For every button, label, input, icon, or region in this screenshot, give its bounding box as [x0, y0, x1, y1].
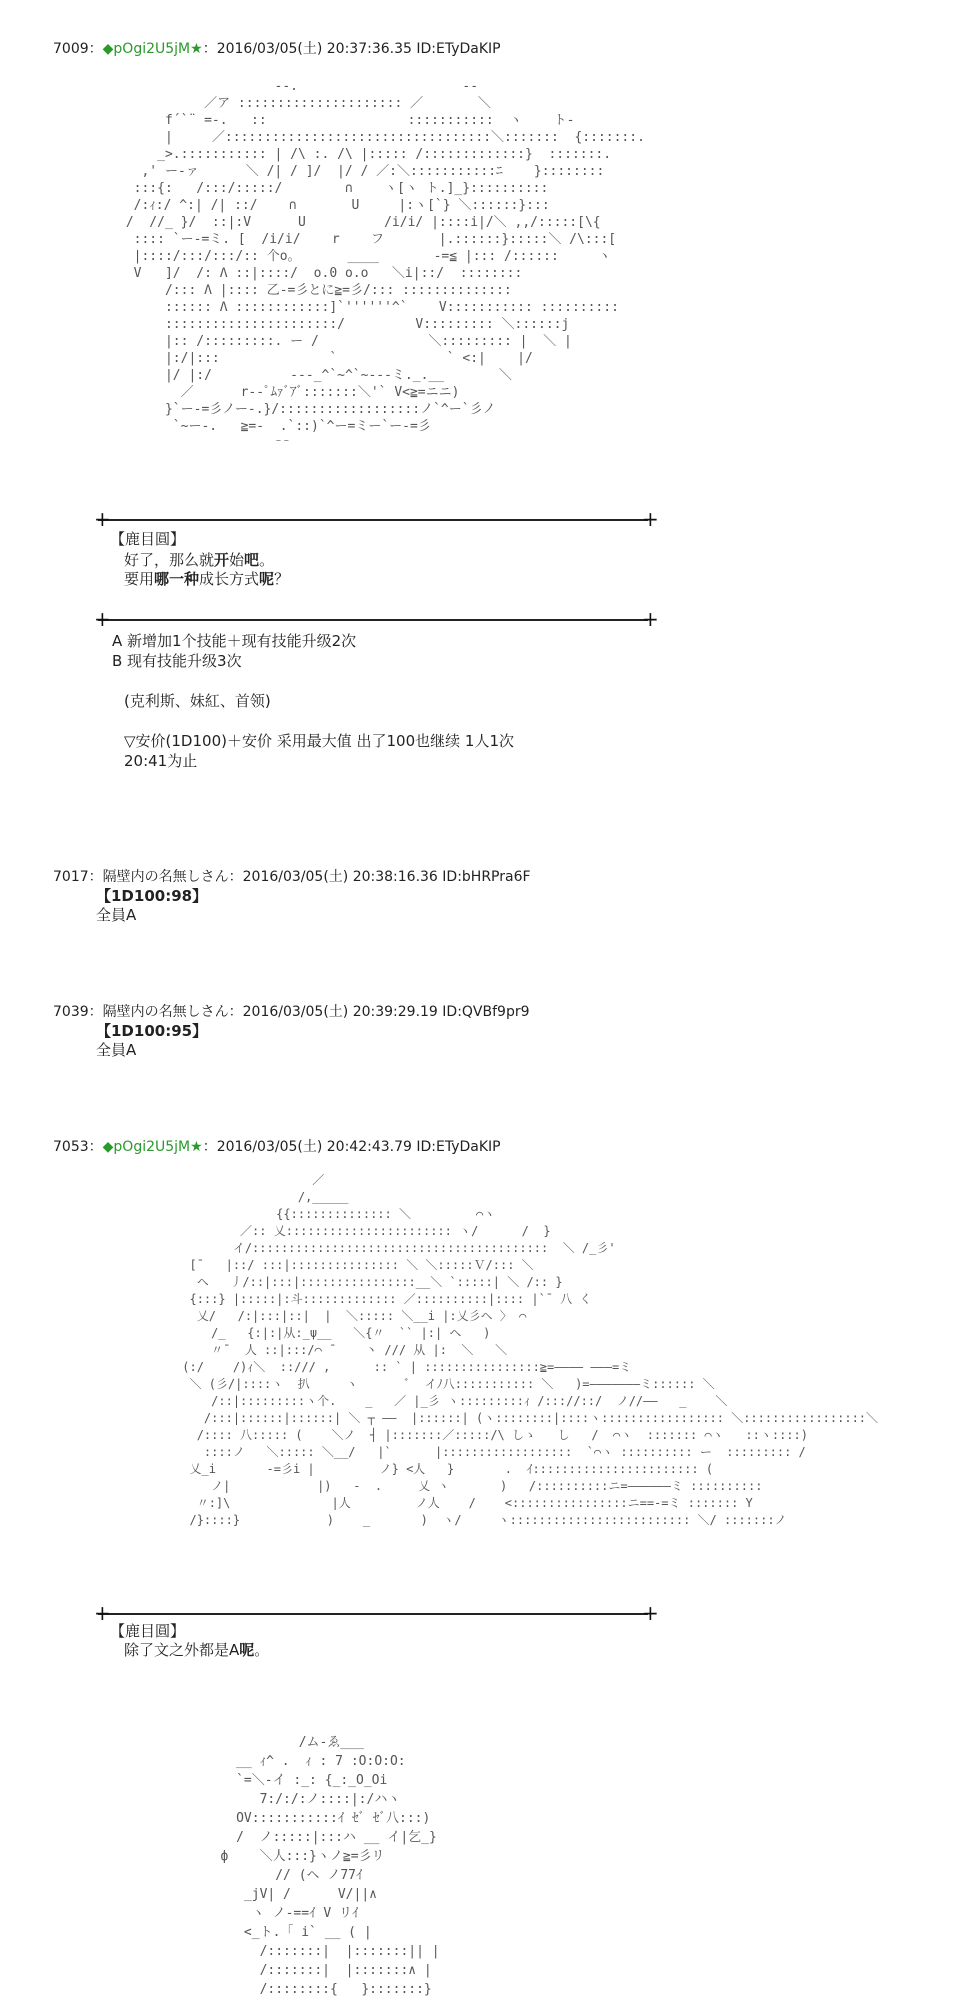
ascii-art: /ム-ゑ___ __ ｨ^ . ｨ : 7 :O:O:O: `=＼-イ :_: {_:_O_Oi 7:/:/:ノ::::|:/ハヽ OV:::::::::::ｲ ｾﾞ ｾﾞ八:::) / ノ:::::|:::ハ __ イ|乞_} ф ＼人:::}ヽノ≧=彡リ // (ヘ ノ77ｲ _jV| / V/||∧ ヽ ノ-==ｲ V リｲ <_ト.「 i` __ ( | /:::::::| |:::::::|| | /:::::::| |:::::::∧ | /::::::::{ }:::::::} — [220, 1735, 440, 1997]
post-date-id: ：2016/03/05(土) 20:42:43.79 ID:ETyDaKIP — [202, 1139, 501, 1155]
divider — [98, 619, 648, 621]
dice-roll: 【1D100:98】 — [96, 887, 208, 905]
dialogue-line: 好了，那么就开始吧。 — [124, 551, 275, 569]
option-line: (克利斯、妹紅、首领) — [124, 692, 271, 710]
post-number: 7053 — [53, 1139, 89, 1155]
divider-cap: + — [642, 507, 659, 531]
divider — [98, 1613, 648, 1615]
divider — [98, 519, 648, 521]
poster-name[interactable]: ◆pOgi2U5jM★ — [102, 41, 203, 57]
divider-cap: + — [94, 507, 111, 531]
speaker-name: 【鹿目圓】 — [110, 530, 186, 548]
post-header: 7017：隔壁内の名無しさん：2016/03/05(土) 20:38:16.36 ID:bHRPra6F — [53, 869, 531, 885]
post-body: 全員A — [96, 906, 137, 924]
star-icon: ★ — [190, 1139, 203, 1155]
option-line: B 现有技能升级3次 — [112, 652, 242, 670]
option-line: 20:41为止 — [124, 752, 198, 770]
speaker-name: 【鹿目圓】 — [110, 1622, 186, 1640]
dice-roll: 【1D100:95】 — [96, 1022, 208, 1040]
post-date-id: ：2016/03/05(土) 20:37:36.35 ID:ETyDaKIP — [202, 41, 501, 57]
post-body: 全員A — [96, 1041, 137, 1059]
ascii-art: ／ /,_____ {{:::::::::::::: ＼ ⌒ヽ ／:: 乂::::::::::::::::::::::: ヽ/ / } イ/::::::::::::::::::::::::::::::::::::::::: ＼ /_彡' [¯ |::/ :::|::::::::::::::: ＼ ＼:::::Ｖ/::: ＼ ヘ 丿/::|:::|::::::::::::::::__＼ `:::::| ＼ /:: } {:::} |:::::|:斗::::::::::::: ／::::::::::|:::: |`¯ 八 く 乂/ /:|:::|::| | ＼::::: ＼__i |:乂彡ヘ 〉 ⌒ /_ {:|:|从:_ψ__ ＼{〃 `` |:| ヘ ) 〃¯ 人 ::|:::/⌒ ¯ 丶 /// 从 |: ＼ ＼ (:/ /)ｨ＼ ::/// , :: ` | ::::::::::::::::≧=———— ———=ミ ＼ (彡/|::::ヽ 扒 ヽ ﾞ イﾉ八::::::::::: ＼ )=———————ミ:::::: ＼ /::|:::::::::ヽ个. _ ／ |_彡 ヽ:::::::::ｨ /::://::/ ノ//—— _ ＼ /:::|::::::|::::::| ＼ ┬ —— |::::::| (ヽ::::::::|::::ヽ::::::::::::::::: ＼:::::::::::::::::＼ /:::: 八::::: ( ＼ノ ┤ |:::::::／:::::/\ しゝ し / ⌒ヽ ::::::: ⌒ヽ ::ヽ::::) ::::ノ ＼::::: ＼__/ |` |:::::::::::::::::: `⌒ヽ :::::::::: ー ::::::::: / 乂_i -=彡i | ノ} <人 } . ｲ::::::::::::::::::::::: ( ノ| |) - . 乂 ヽ ) /::::::::::ニ=——————ミ :::::::::: 〃:]\ |人 ノ人 / <::::::::::::::::ニ==-=ミ ::::::: Y /}::::} ) _ ) ヽ/ ヽ::::::::::::::::::::::::: ＼/ :::::::ノ — [182, 1173, 879, 1527]
post-header: 7009：◆pOgi2U5jM★：2016/03/05(土) 20:37:36.35 ID:ETyDaKIP — [53, 41, 501, 57]
star-icon: ★ — [190, 41, 203, 57]
poster-name[interactable]: ◆pOgi2U5jM★ — [102, 1139, 203, 1155]
divider-cap: + — [642, 1601, 659, 1625]
divider-cap: + — [94, 1601, 111, 1625]
divider-cap: + — [94, 607, 111, 631]
divider-cap: + — [642, 607, 659, 631]
dialogue-line: 除了文之外都是A呢。 — [124, 1641, 270, 1659]
dialogue-line: 要用哪一种成长方式呢？ — [124, 570, 290, 588]
post-number: 7009 — [53, 41, 89, 57]
option-line: A 新增加1个技能＋现有技能升级2次 — [112, 632, 357, 650]
ascii-art: --. -- ／ア ::::::::::::::::::::: ／ ＼ f´`¨ =-. :: ::::::::::: ヽ ト- | ／::::::::::::::::::::::::::::::::::＼::::::: {:::::::. _>.::::::::::: | /\ :. /\ |::::: /:::::::::::::} :::::::. ,' ー-ァ ＼ /| / ]/ |/ / ／:＼:::::::::::ﾆ }:::::::: :::{: /:::/:::::/ ∩ ヽ[ヽ ト.]_}:::::::::: /:ｨ:/ ^:| /| ::/ ∩ U |:ヽ[`} ＼::::::}::: / //_ }/ ::|:V U /i/i/ |::::i|/＼ ,,/:::::[\{ :::: `ー-=ミ. [ /i/i/ r フ |.::::::}:::::＼ /\:::[ |::::/:::/:::/:: 个o。 ____ -=≦ |::: /:::::: ヽ V ]/ /: Λ ::|::::/ o.0 o.o ＼i|::/ :::::::: /::: Λ |:::: 乙-=彡とに≧=彡/::: :::::::::::::: :::::: Λ ::::::::::::]`''''''^` V::::::::::: :::::::::: ::::::::::::::::::::::/ V::::::::: ＼::::::j |:: /:::::::::. ー / ＼::::::::: | ＼ | |:/|::: ` ` <:| |/ |/ |:/ ---_^`~^`~---ミ._.__ ＼ ／ r--ﾟﾑｧﾞｱﾞ:::::::＼'` V<≧=ニニ) }`ー-=彡ノー-.}/::::::::::::::::::ノ`^ー`彡ノ `~ー-. ≧=- .`::)`^ー=ミー`ー-=彡 ⁻⁻ — [125, 79, 645, 451]
option-line: ▽安价(1D100)＋安价 采用最大值 出了100也继续 1人1次 — [124, 732, 514, 750]
post-header: 7039：隔壁内の名無しさん：2016/03/05(土) 20:39:29.19 ID:QVBf9pr9 — [53, 1004, 530, 1020]
post-header: 7053：◆pOgi2U5jM★：2016/03/05(土) 20:42:43.79 ID:ETyDaKIP — [53, 1139, 501, 1155]
